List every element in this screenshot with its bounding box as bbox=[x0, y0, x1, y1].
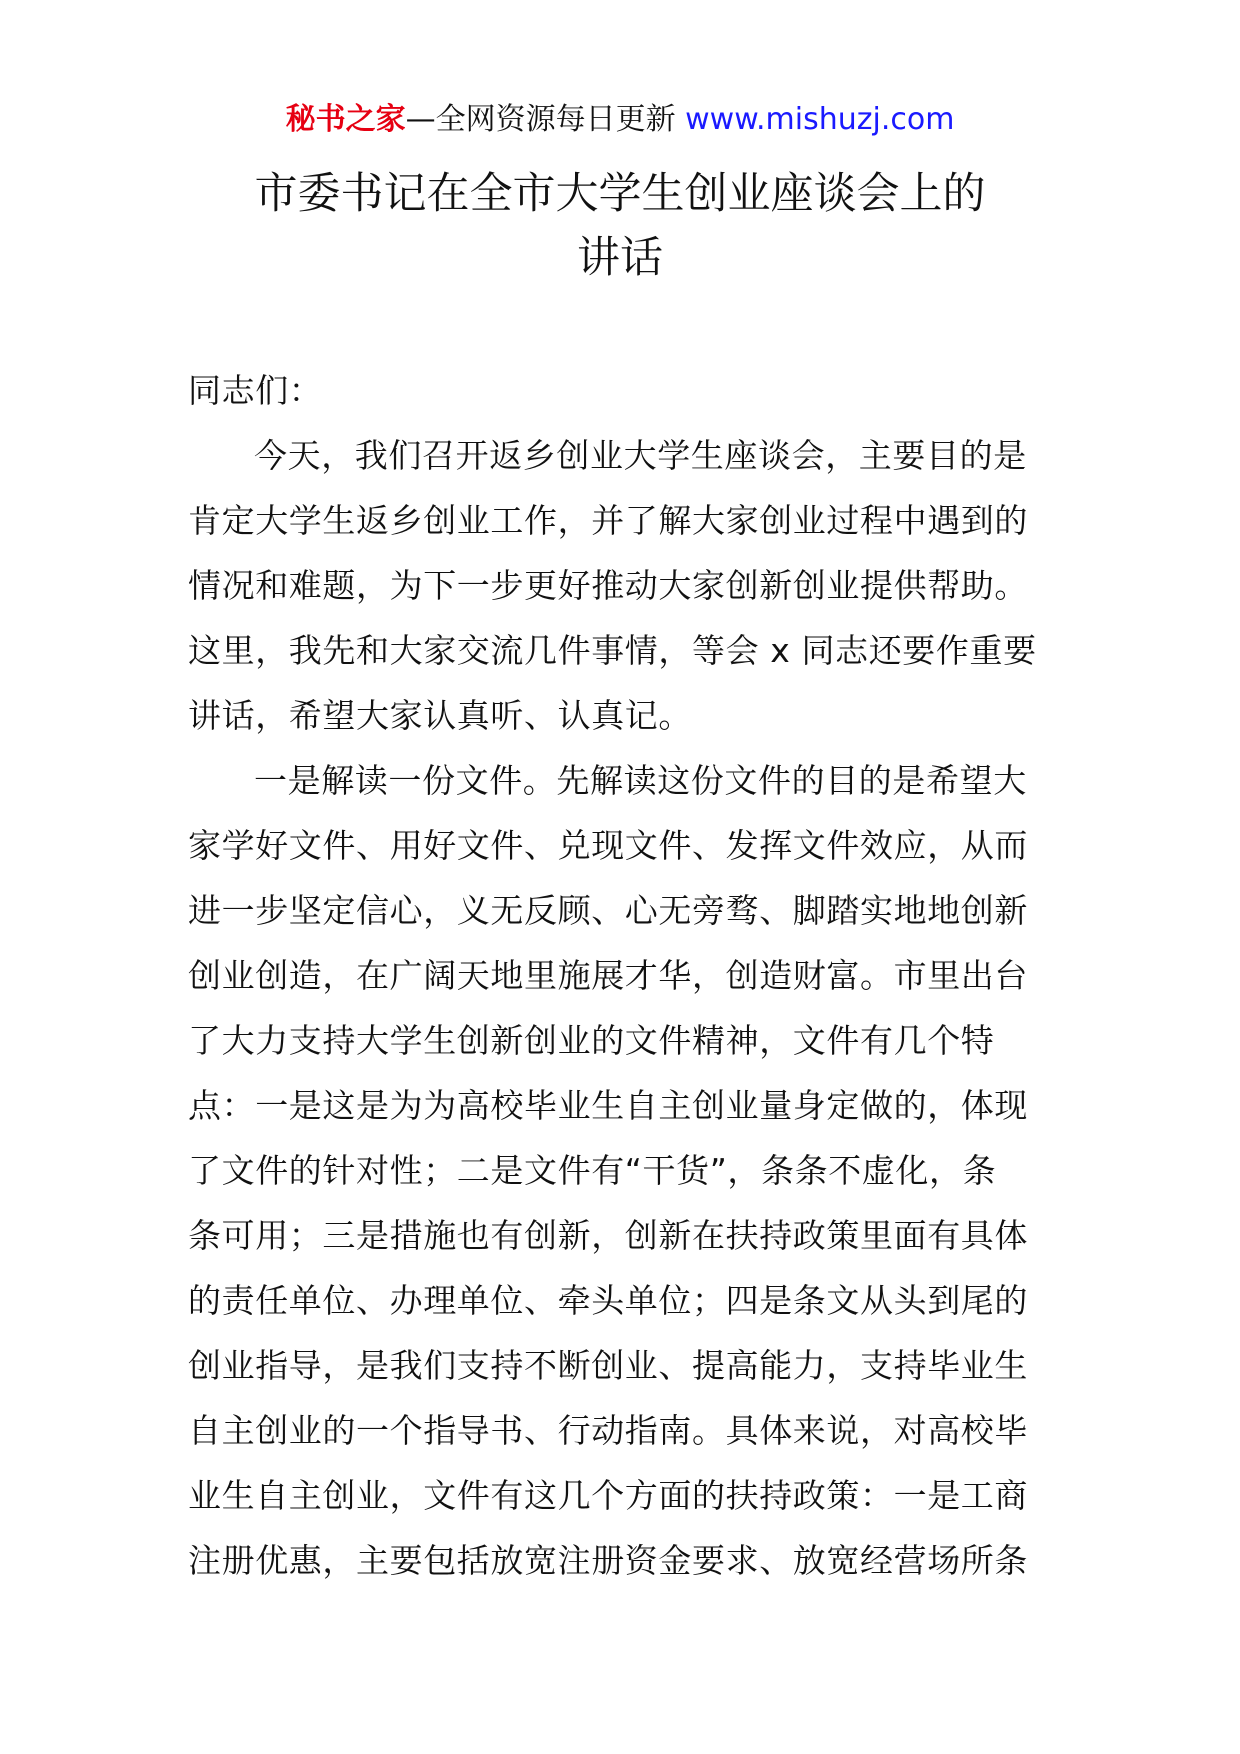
body-line: 自主创业的一个指导书、行动指南。具体来说，对高校毕 bbox=[188, 1411, 1028, 1450]
body-line: 了文件的针对性；二是文件有“干货”，条条不虚化，条 bbox=[188, 1151, 997, 1190]
site-url-link[interactable]: www.mishuzj.com bbox=[685, 102, 955, 137]
body-line: 家学好文件、用好文件、兑现文件、发挥文件效应，从而 bbox=[188, 826, 1028, 865]
title-line: 市委书记在全市大学生创业座谈会上的 bbox=[254, 169, 986, 219]
body-line: 注册优惠，主要包括放宽注册资金要求、放宽经营场所条 bbox=[188, 1541, 1028, 1580]
document-title bbox=[140, 162, 1100, 290]
salutation: 同志们： bbox=[188, 371, 323, 410]
body-line: 创业创造，在广阔天地里施展才华，创造财富。市里出台 bbox=[188, 956, 1028, 995]
body-line: 这里，我先和大家交流几件事情，等会 x 同志还要作重要 bbox=[188, 631, 1037, 670]
body-line: 情况和难题，为下一步更好推动大家创新创业提供帮助。 bbox=[188, 566, 1028, 605]
body-line: 条可用；三是措施也有创新，创新在扶持政策里面有具体 bbox=[188, 1216, 1028, 1255]
body-line: 讲话，希望大家认真听、认真记。 bbox=[188, 696, 692, 735]
body-line: 了大力支持大学生创新创业的文件精神，文件有几个特 bbox=[188, 1021, 995, 1060]
body-line: 进一步坚定信心，义无反顾、心无旁骛、脚踏实地地创新 bbox=[188, 891, 1028, 930]
site-tagline: —全网资源每日更新 bbox=[405, 102, 676, 137]
site-brand: 秘书之家 bbox=[285, 102, 406, 137]
document-body bbox=[188, 358, 1068, 1593]
site-header bbox=[0, 100, 1240, 140]
body-line: 点：一是这是为为高校毕业生自主创业量身定做的，体现 bbox=[188, 1086, 1028, 1125]
body-line: 的责任单位、办理单位、牵头单位；四是条文从头到尾的 bbox=[188, 1281, 1028, 1320]
body-line: 创业指导，是我们支持不断创业、提高能力，支持毕业生 bbox=[188, 1346, 1028, 1385]
body-line: 今天，我们召开返乡创业大学生座谈会，主要目的是 bbox=[254, 436, 1027, 475]
body-line: 肯定大学生返乡创业工作，并了解大家创业过程中遇到的 bbox=[188, 501, 1028, 540]
body-line: 一是解读一份文件。先解读这份文件的目的是希望大 bbox=[254, 761, 1027, 800]
title-line: 讲话 bbox=[577, 233, 663, 283]
body-line: 业生自主创业，文件有这几个方面的扶持政策：一是工商 bbox=[188, 1476, 1028, 1515]
